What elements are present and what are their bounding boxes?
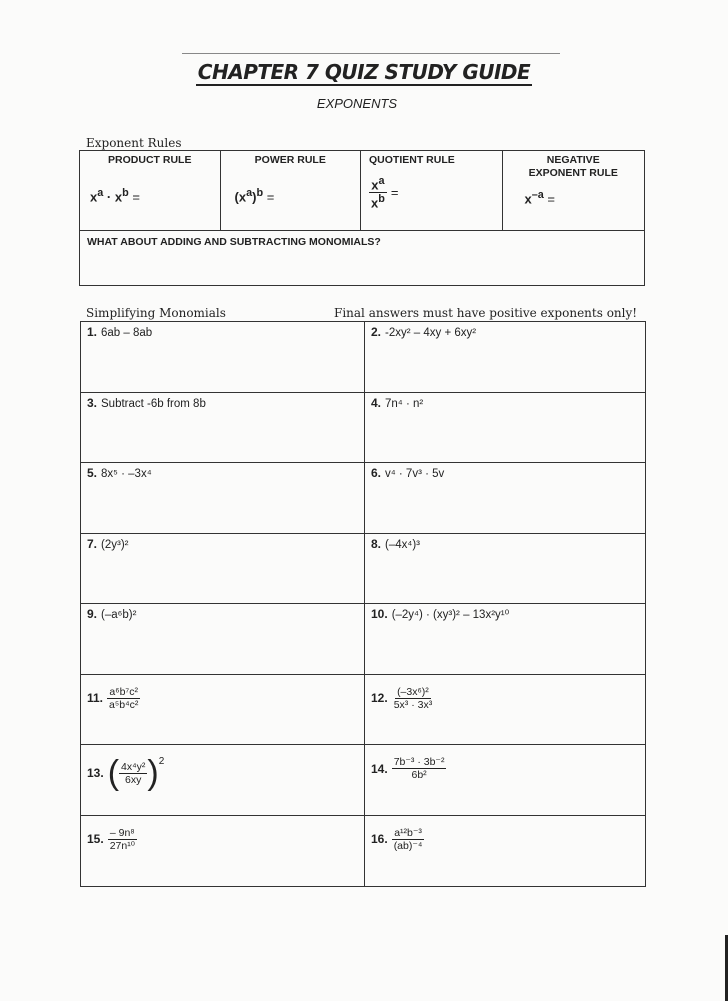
problem-4: 4. 7n⁴ · n² [365, 393, 645, 464]
problem-6: 6. v⁴ · 7v³ · 5v [365, 463, 645, 534]
quotient-rule-cell [361, 151, 503, 230]
page-title: CHAPTER 7 QUIZ STUDY GUIDE [197, 60, 531, 84]
problem-16: 16. $\frac{\text{a¹²b⁻³}}{\text{(ab)⁻⁴}}$ [371, 826, 423, 852]
quotient-rule-title: QUOTIENT RULE [369, 154, 455, 166]
power-rule-expression: $(x^a)^b$ = [234, 187, 275, 205]
fraction: $\frac{\text{– 9n⁸}}{\text{27n¹⁰}}$ [109, 826, 135, 852]
monomials-question: WHAT ABOUT ADDING AND SUBTRACTING MONOMIALS? [87, 236, 381, 248]
problem-10: 10. (–2y⁴) · (xy³)² – 13x²y¹⁰ [365, 604, 645, 675]
problem-5: 5. 8x⁵ · –3x⁴ [81, 463, 365, 534]
power-rule-cell [221, 151, 362, 230]
page-subtitle: EXPONENTS [316, 96, 398, 111]
exponent-rules-table [79, 150, 645, 286]
power-rule-title: POWER RULE [254, 154, 326, 166]
product-rule-expression: $x^a \cdot x^b$ = [90, 187, 140, 205]
fraction: $\frac{\text{a¹²b⁻³}}{\text{(ab)⁻⁴}}$ [393, 826, 423, 852]
fraction: $\frac{\text{7b⁻³ · 3b⁻²}}{\text{6b²}}$ [393, 756, 445, 781]
negative-exponent-rule-expression: $x^{-a}$ = [524, 189, 555, 207]
problem-9: 9. (–a⁶b)² [81, 604, 365, 675]
exponent-rules-label: Exponent Rules [86, 136, 182, 150]
fraction: $\frac{\text{(–3x⁶)²}}{\text{5x³ · 3x³}}$ [393, 685, 433, 711]
quotient-rule-expression: $\frac{x^a}{x^b}$ = [371, 175, 399, 211]
problem-7: 7. (2y³)² [81, 534, 365, 605]
top-rule-line [182, 53, 560, 54]
positive-exponents-note: Final answers must have positive exponents only! [334, 306, 638, 320]
negative-exponent-rule-title: NEGATIVE EXPONENT RULE [528, 154, 618, 179]
problem-11: 11. $\frac{\text{a⁶b⁷c²}}{\text{a⁵b⁴c²}}$ [81, 675, 365, 746]
product-rule-title: PRODUCT RULE [108, 154, 192, 166]
problem-8: 8. (–4x⁴)³ [365, 534, 645, 605]
problem-3: 3. Subtract -6b from 8b [81, 393, 365, 464]
problem-14: 14. $\frac{\text{7b⁻³ · 3b⁻²}}{\text{6b²}}$ [365, 745, 645, 816]
fraction: $\frac{\text{a⁶b⁷c²}}{\text{a⁵b⁴c²}}$ [109, 685, 139, 711]
problems-grid [80, 321, 646, 887]
problem-1: 1. 6ab – 8ab [81, 322, 365, 393]
negative-exponent-rule-cell [503, 151, 645, 230]
problem-13: 13. ( $\frac{\text{4x⁴y²}}{6xy}$ ) 2 [81, 745, 365, 816]
fraction: $\frac{\text{4x⁴y²}}{6xy}$ [121, 760, 146, 786]
product-rule-cell [80, 151, 221, 230]
problem-15: 15. $\frac{\text{– 9n⁸}}{\text{27n¹⁰}}$ [81, 816, 365, 887]
simplifying-monomials-label: Simplifying Monomials [86, 306, 226, 320]
problem-12: 12. $\frac{\text{(–3x⁶)²}}{\text{5x³ · 3x³}}$ [365, 675, 645, 746]
problem-2: 2. -2xy² – 4xy + 6xy² [365, 322, 645, 393]
